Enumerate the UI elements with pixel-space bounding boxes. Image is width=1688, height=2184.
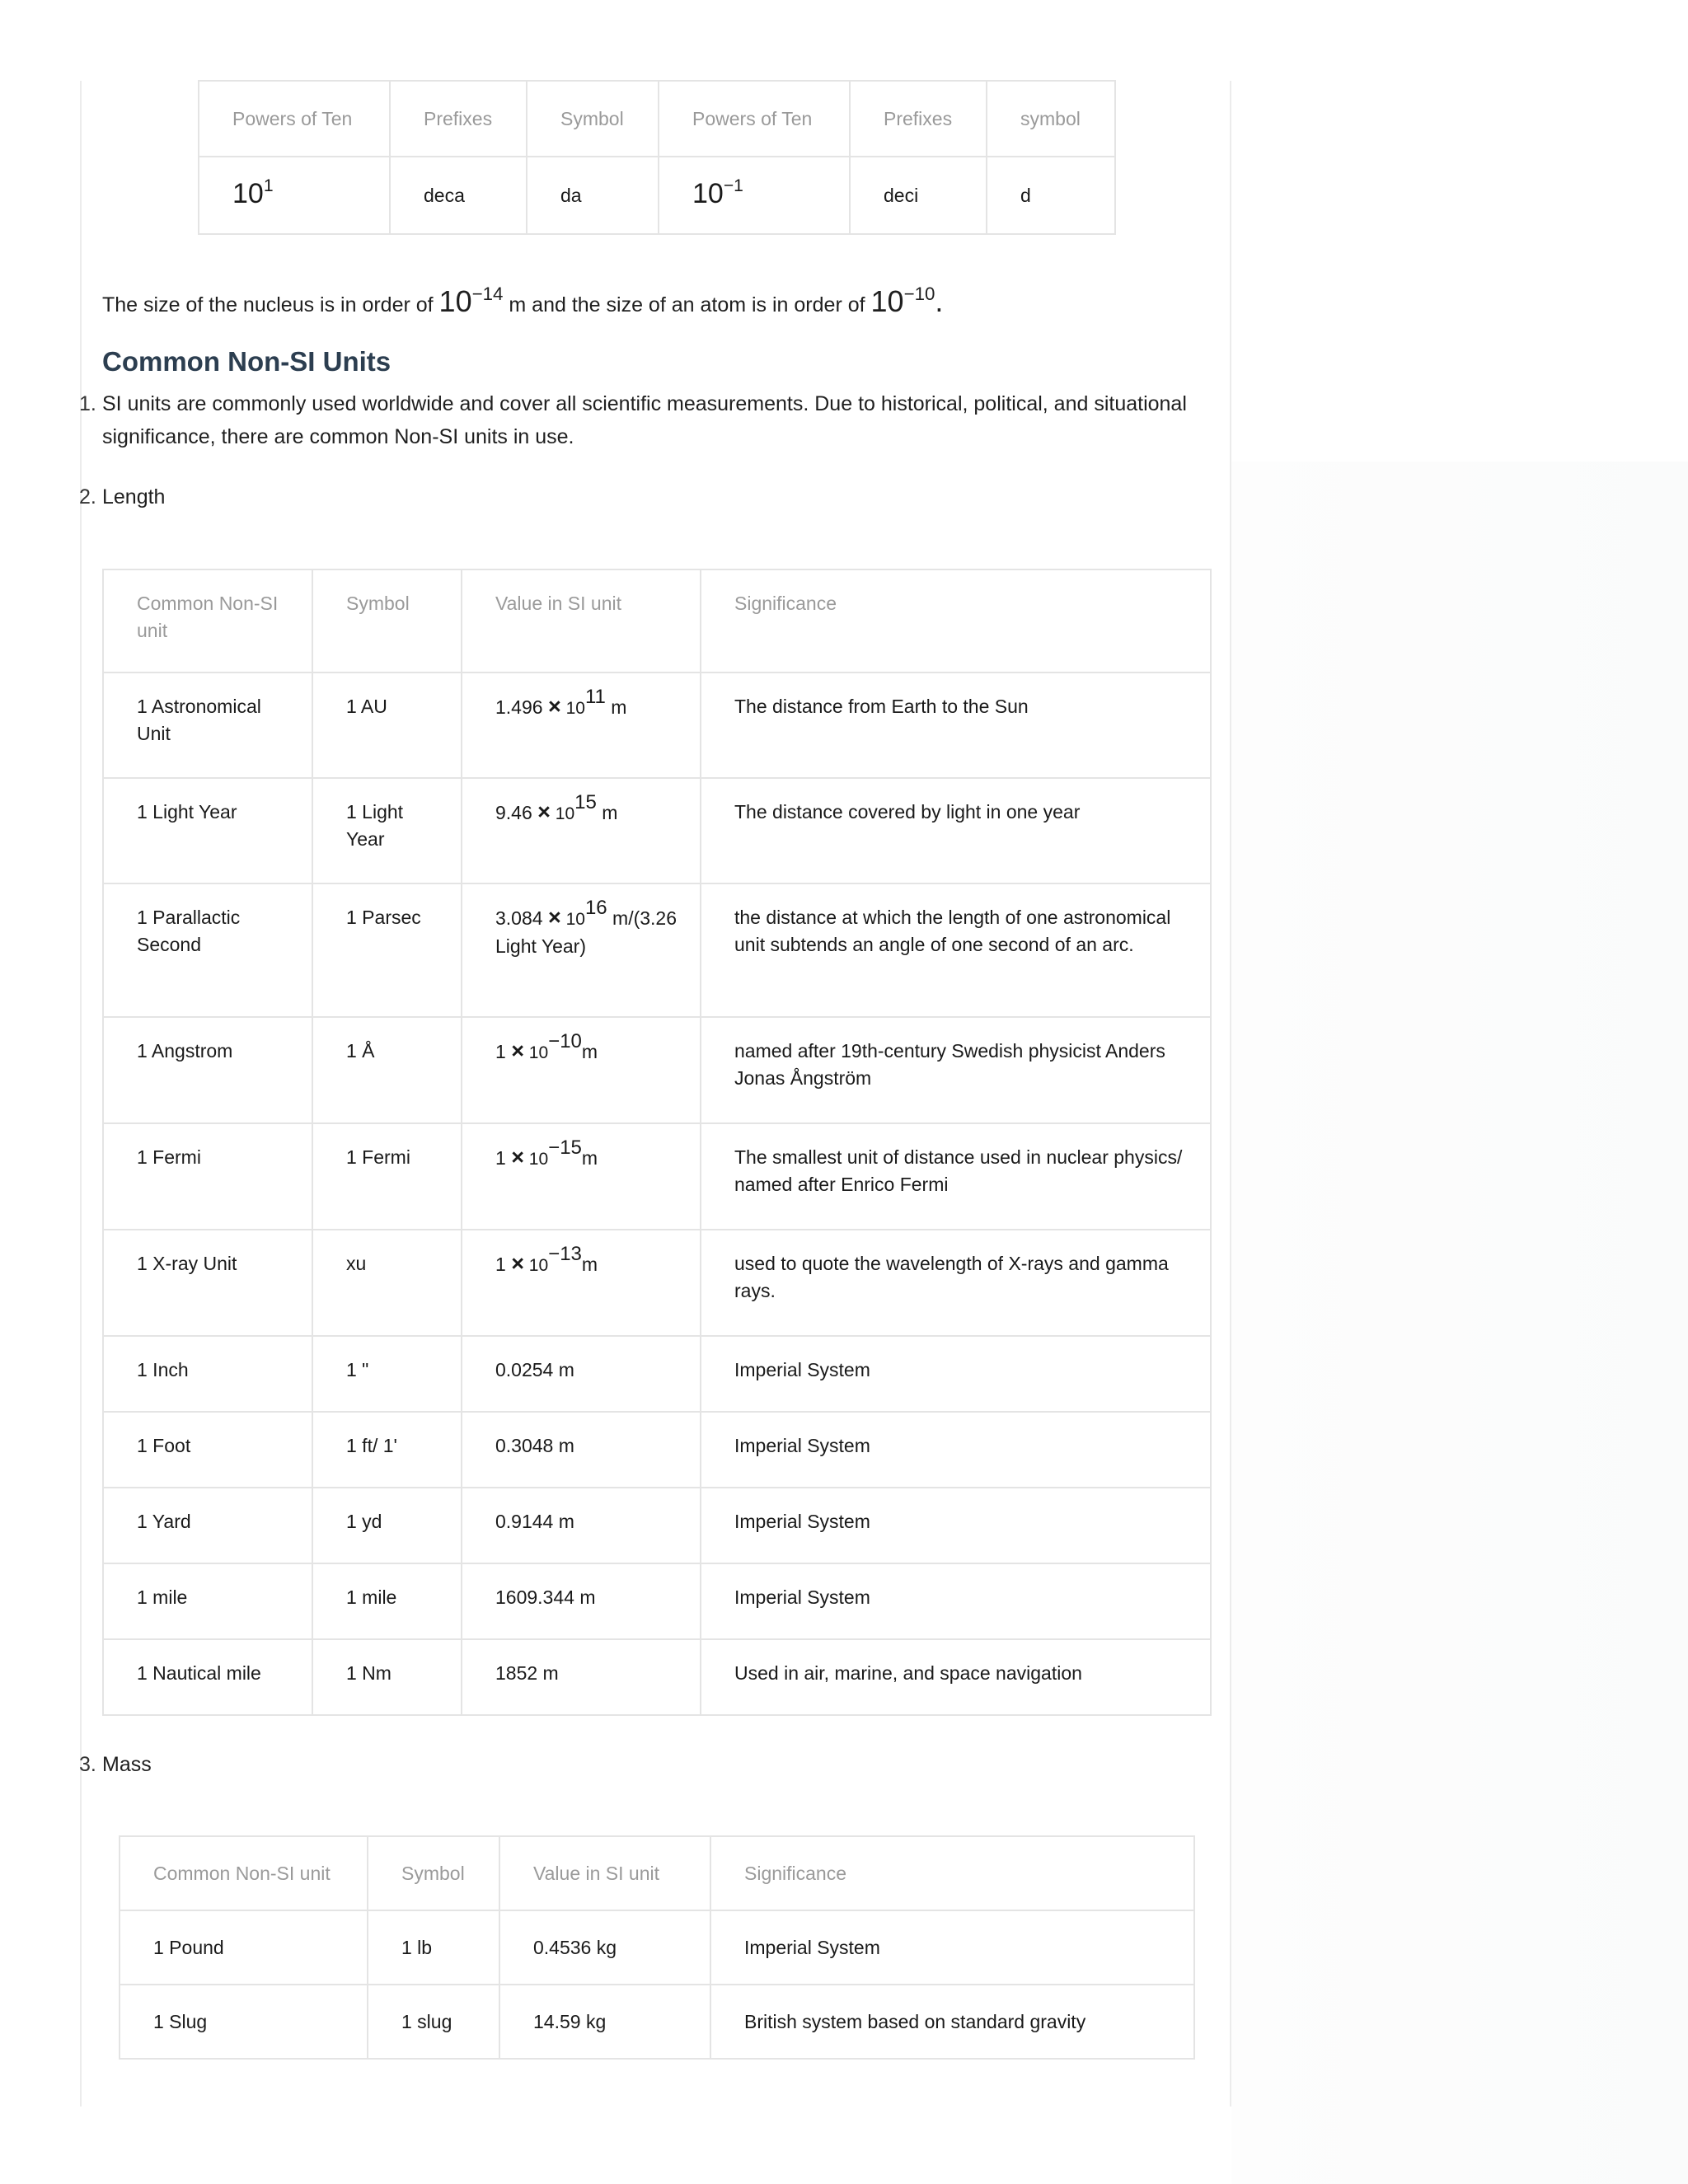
times-sign: × [511,1038,524,1063]
significance-cell [701,1412,1211,1488]
unit-cell [103,1563,312,1639]
left-border [80,81,82,2107]
unit-name: 1 Parallactic Second [137,907,241,955]
value-cell [462,1639,701,1715]
power-base: 10 [232,177,264,209]
atom-power [871,284,935,318]
table-row [103,883,1211,1017]
value-unit: m [605,696,627,718]
table-row [103,1230,1211,1336]
unit-cell [103,1412,312,1488]
significance-cell [701,1123,1211,1230]
table-header-row [120,1836,1194,1910]
significance-cell [701,1639,1211,1715]
unit-cell [103,1336,312,1412]
symbol-cell [312,883,462,1017]
unit-symbol: 1 Fermi [346,1146,410,1168]
unit-symbol: 1 Light Year [346,801,404,850]
unit-cell [103,673,312,778]
value-number: 1609.344 m [495,1586,596,1608]
symbol-cell [312,1412,462,1488]
value-number: 1852 m [495,1662,559,1684]
power-exponent: −1 [723,176,743,196]
value-cell [462,883,701,1017]
times-sign: × [537,799,551,824]
value-number: 0.3048 m [495,1435,574,1456]
value-number: 0.9144 m [495,1511,574,1532]
value-cell [462,1230,701,1336]
value-number: 0.0254 m [495,1359,574,1380]
times-sign: × [511,1251,524,1276]
table-row [103,1488,1211,1563]
header-cell: Prefixes [850,81,987,157]
table-header-row [103,569,1211,673]
unit-symbol: 1 " [346,1359,369,1380]
significance-text: The distance from Earth to the Sun [734,696,1029,717]
paragraph-text: The size of the nucleus is in order of [102,293,439,316]
header-cell: Symbol [368,1836,499,1910]
unit-cell: 1 Pound [120,1910,368,1985]
power-exponent: −15 [548,1136,582,1159]
value-cell: 14.59 kg [499,1985,710,2059]
unit-name: 1 Astronomical Unit [137,696,261,744]
unit-cell [103,883,312,1017]
table-header-row [199,81,1115,157]
header-cell: Common Non-SI unit [120,1836,368,1910]
unit-name: 1 Light Year [137,801,237,823]
unit-name: 1 Foot [137,1435,191,1456]
header-cell: Significance [710,1836,1194,1910]
power-exponent: −13 [548,1242,582,1265]
length-table-body [103,673,1211,1715]
right-panel [1231,462,1688,2184]
symbol-cell: 1 lb [368,1910,499,1985]
list-item [79,387,1215,453]
significance-cell [701,1563,1211,1639]
significance-text: Imperial System [734,1435,870,1456]
power-of-ten-cell [199,157,390,234]
symbol-cell [312,1488,462,1563]
table-row [103,1336,1211,1412]
list-text: Mass [102,1753,152,1776]
table-row [103,1017,1211,1123]
nucleus-power [439,284,504,318]
unit-name: 1 mile [137,1586,188,1608]
symbol-cell [312,1230,462,1336]
list-number: 2. [79,485,96,509]
value-cell [462,1336,701,1412]
significance-text: Imperial System [734,1511,870,1532]
list-item [79,480,166,513]
header-cell: Prefixes [390,81,527,157]
list-number: 3. [79,1753,96,1776]
unit-name: 1 Yard [137,1511,191,1532]
unit-symbol: 1 Parsec [346,907,421,928]
value-cell [462,1017,701,1123]
power-base: 10 [523,1150,549,1169]
value-cell [462,1412,701,1488]
significance-text: Imperial System [734,1359,870,1380]
table-row [103,1563,1211,1639]
unit-symbol: 1 yd [346,1511,382,1532]
value-unit: m [581,1147,598,1169]
power-base: 10 [870,284,904,318]
symbol-cell [312,778,462,883]
value-cell [462,1488,701,1563]
unit-symbol: 1 Å [346,1040,375,1062]
value-cell [462,1563,701,1639]
significance-cell [701,778,1211,883]
power-exponent: 15 [574,790,597,813]
significance-cell [701,1336,1211,1412]
unit-symbol: 1 mile [346,1586,397,1608]
value-cell [462,1123,701,1230]
unit-symbol: 1 ft/ 1' [346,1435,397,1456]
symbol-cell [312,1563,462,1639]
paragraph-text: . [935,284,944,318]
symbol-cell [312,1336,462,1412]
significance-cell [701,1230,1211,1336]
power-base: 10 [523,1043,549,1062]
table-row [103,778,1211,883]
power-base: 10 [692,177,724,209]
unit-cell [103,778,312,883]
significance-text: named after 19th-century Swedish physicist Anders Jonas Ångström [734,1040,1165,1089]
significance-text: The distance covered by light in one year [734,801,1081,823]
value-cell [462,673,701,778]
symbol-cell [312,673,462,778]
unit-cell [103,1639,312,1715]
table-row [120,1910,1194,1985]
significance-text: Imperial System [734,1586,870,1608]
symbol-cell: da [527,157,659,234]
header-cell: Significance [701,569,1211,673]
unit-name: 1 Fermi [137,1146,201,1168]
list-item [79,1748,152,1781]
table-row [103,1412,1211,1488]
value-number: 1 [495,1147,512,1169]
symbol-cell: 1 slug [368,1985,499,2059]
value-cell: 0.4536 kg [499,1910,710,1985]
power-exponent: −10 [903,284,935,305]
header-cell: Powers of Ten [659,81,850,157]
power-base: 10 [550,804,575,823]
paragraph-text: m and the size of an atom is in order of [503,293,871,316]
size-paragraph [102,284,1223,319]
table-row [103,1639,1211,1715]
value-unit: m [581,1254,598,1275]
unit-cell [103,1488,312,1563]
power-base: 10 [438,284,472,318]
table-row [103,673,1211,778]
value-number: 1.496 [495,696,548,718]
unit-name: 1 Angstrom [137,1040,233,1062]
power-exponent: 1 [263,176,274,196]
significance-cell [701,1488,1211,1563]
power-of-ten-cell [659,157,850,234]
power-exponent: −14 [471,284,504,305]
prefix-cell: deci [850,157,987,234]
section-title: Common Non-SI Units [102,346,392,377]
significance-cell [701,673,1211,778]
times-sign: × [547,694,561,719]
unit-name: 1 Nautical mile [137,1662,261,1684]
times-sign: × [511,1145,524,1169]
value-cell [462,778,701,883]
value-number: 3.084 [495,907,548,929]
unit-name: 1 Inch [137,1359,189,1380]
unit-cell [103,1230,312,1336]
header-cell: Symbol [527,81,659,157]
symbol-cell [312,1017,462,1123]
header-cell: Value in SI unit [462,569,701,673]
unit-name: 1 X-ray Unit [137,1253,237,1274]
unit-cell [103,1017,312,1123]
table-row [103,1123,1211,1230]
significance-cell: British system based on standard gravity [710,1985,1194,2059]
header-cell: Common Non-SI unit [103,569,312,673]
prefix-cell: deca [390,157,527,234]
unit-cell [103,1123,312,1230]
header-cell: Value in SI unit [499,1836,710,1910]
significance-cell [701,1017,1211,1123]
list-text: Length [102,485,166,509]
unit-cell: 1 Slug [120,1985,368,2059]
significance-cell [701,883,1211,1017]
symbol-cell [312,1639,462,1715]
significance-text: used to quote the wavelength of X-rays and gamma rays. [734,1253,1169,1301]
table-row [120,1985,1194,2059]
power-base: 10 [523,1256,549,1275]
unit-symbol: 1 AU [346,696,387,717]
unit-symbol: 1 Nm [346,1662,392,1684]
value-unit: m/(3.26 Light Year) [495,907,678,957]
power-base: 10 [560,699,585,718]
significance-text: the distance at which the length of one astronomical unit subtends an angle of one second of an arc. [734,907,1171,955]
mass-table-body [120,1910,1194,2059]
header-cell: symbol [987,81,1115,157]
times-sign: × [547,905,561,930]
value-number: 1 [495,1041,512,1062]
header-cell: Symbol [312,569,462,673]
header-cell: Powers of Ten [199,81,390,157]
significance-text: The smallest unit of distance used in nuclear physics/ named after Enrico Fermi [734,1146,1183,1195]
power-exponent: 11 [584,685,606,708]
significance-text: Used in air, marine, and space navigation [734,1662,1082,1684]
symbol-cell: d [987,157,1115,234]
power-exponent: −10 [548,1029,582,1052]
list-text: SI units are commonly used worldwide and cover all scientific measurements. Due to historical, political, and situational significance, there are common Non-SI units in use. [102,392,1187,448]
value-unit: m [596,802,618,823]
prefix-table [198,80,1116,235]
symbol-cell [312,1123,462,1230]
power-base: 10 [560,910,585,929]
list-number: 1. [79,392,96,415]
power-exponent: 16 [584,896,607,919]
value-number: 9.46 [495,802,538,823]
value-number: 1 [495,1254,512,1275]
unit-symbol: xu [346,1253,367,1274]
length-table [102,569,1212,1716]
significance-cell: Imperial System [710,1910,1194,1985]
mass-table [119,1835,1195,2060]
value-unit: m [581,1041,598,1062]
table-row [199,157,1115,234]
